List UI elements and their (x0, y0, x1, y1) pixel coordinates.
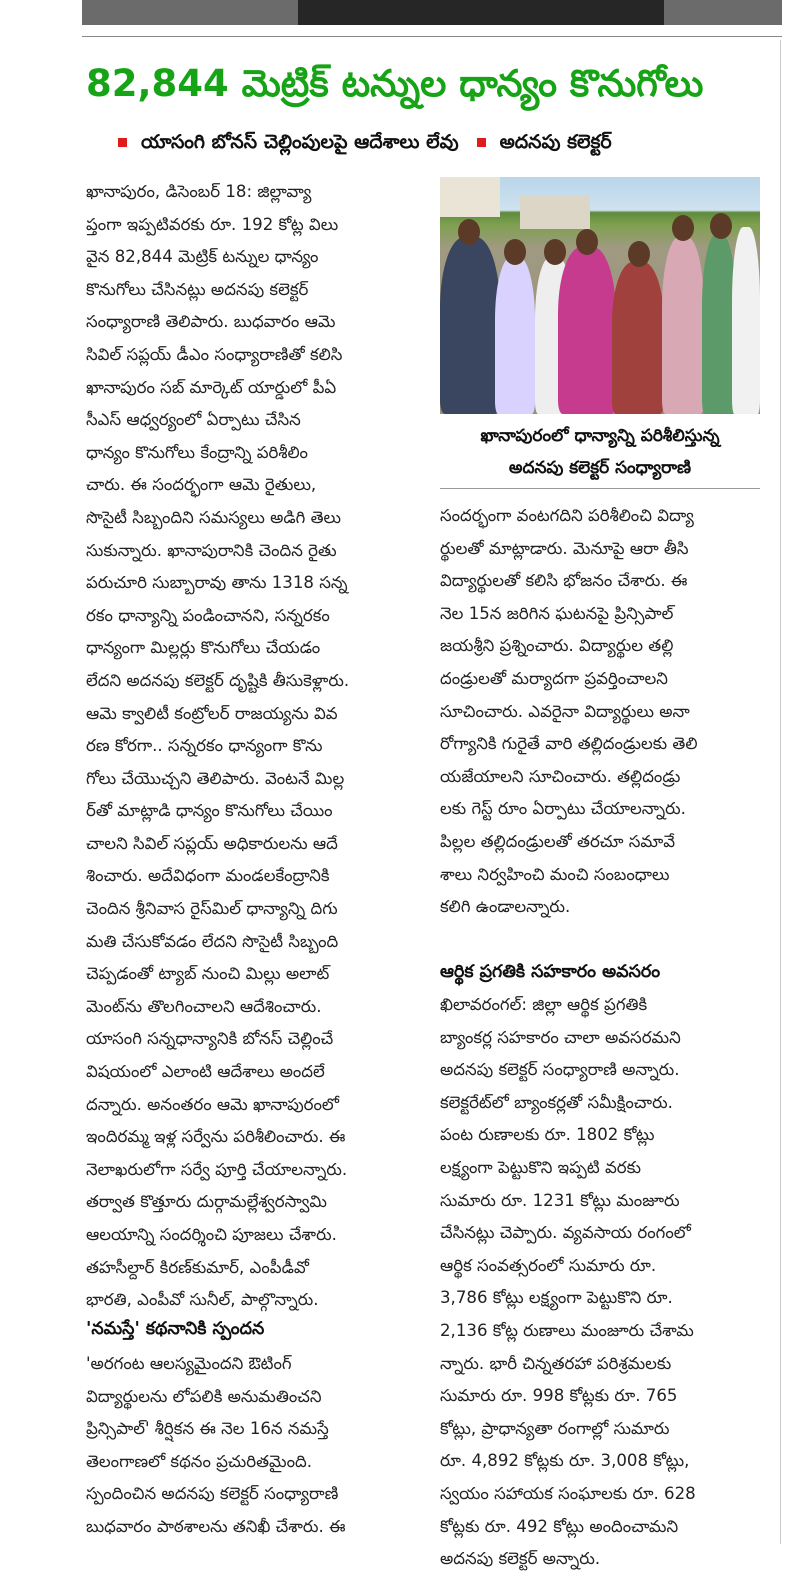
article-line: సంధ్యారాణి తెలిపారు. బుధవారం ఆమె (86, 312, 336, 332)
subhead-1: యాసంగి బోనస్ చెల్లింపులపై ఆదేశాలు లేవు (141, 131, 459, 153)
article-line: చేసినట్లు చెప్పారు. వ్యవసాయ రంగంలో (440, 1223, 691, 1243)
article-line: పిల్లల తల్లిదండ్రులతో తరచూ సమావే (440, 831, 676, 851)
top-rule (82, 36, 782, 37)
article-line: కోట్లు, ప్రాధాన్యతా రంగాల్లో సుమారు (440, 1418, 670, 1438)
article-line: ఆర్థిక సంవత్సరంలో సుమారు రూ. (440, 1255, 657, 1275)
article-line: రకం ధాన్యాన్ని పండించానని, సన్నరకం (86, 605, 330, 625)
article-line: సూచించారు. ఎవరైనా విద్యార్థులు అనా (440, 701, 690, 721)
article-line: జయశ్రీని ప్రశ్నించారు. విద్యార్థుల తల్లి (440, 636, 674, 656)
article-line: 3,786 కోట్లు లక్ష్యంగా పెట్టుకొని రూ. (440, 1288, 673, 1308)
news-photo (440, 177, 760, 414)
subheadline (118, 127, 798, 157)
article-line: మతి చేసుకోవడం లేదని సొసైటీ సిబ్బంది (86, 931, 339, 951)
article-line: వైన 82,844 మెట్రిక్ టన్నుల ధాన్యం (86, 247, 319, 267)
article-line: ర్థులతో మాట్లాడారు. మెనూపై ఆరా తీసి (440, 538, 689, 558)
article-line: రోగ్యానికి గురైతే వారి తల్లిదండ్రులకు తెలి (440, 734, 698, 754)
article-line: సొసైటీ సిబ్బందిని సమస్యలు అడిగి తెలు (86, 507, 342, 527)
article-line: అదనపు కలెక్టర్ అన్నారు. (440, 1549, 601, 1569)
article-line: ధాన్యం కొనుగోలు కేంద్రాన్ని పరిశీలిం (86, 442, 308, 462)
article-column-1 (86, 176, 426, 1317)
article-line: చెందిన శ్రీనివాస రైస్‌మిల్ ధాన్యాన్ని దిగు (86, 899, 338, 919)
article-line: చారు. ఈ సందర్భంగా ఆమె రైతులు, (86, 475, 317, 495)
article-line: విద్యార్థులతో కలిసి భోజనం చేశారు. ఈ (440, 571, 688, 591)
article-line: రూ. 4,892 కోట్లకు రూ. 3,008 కోట్లు, (440, 1451, 690, 1471)
article-column-2 (440, 500, 760, 924)
article-line: దన్నారు. అనంతరం ఆమె ఖానాపురంలో (86, 1094, 339, 1114)
article-line: రణ కోరగా.. సన్నరకం ధాన్యంగా కొను (86, 736, 323, 756)
article-line: బ్యాంకర్ల సహకారం చాలా అవసరమని (440, 1027, 681, 1047)
article-column-2-continued (440, 955, 760, 1576)
top-banner-dark-segment (298, 0, 664, 25)
article-line: ధాన్యంగా మిల్లర్లు కొనుగోలు చేయడం (86, 638, 321, 658)
article-line: ప్తంగా ఇప్పటివరకు రూ. 192 కోట్ల విలు (86, 214, 339, 234)
article-line: నెలాఖరులోగా సర్వే పూర్తి చేయాలన్నారు. (86, 1159, 348, 1179)
article-line: అదనపు కలెక్టర్ సంధ్యారాణి అన్నారు. (440, 1060, 680, 1080)
article-line: తెలంగాణలో కథనం ప్రచురితమైంది. (86, 1451, 312, 1471)
bullet-icon (118, 138, 127, 147)
caption-rule (440, 488, 760, 489)
article-line: 'అరగంట ఆలస్యమైందని ఔటింగ్ (86, 1354, 292, 1373)
section-heading-namaste: 'నమస్తే' కథనానికి స్పందన (86, 1319, 265, 1339)
article-line: న్నారు. భారీ చిన్నతరహా పరిశ్రమలకు (440, 1353, 672, 1373)
article-line: లకు గెస్ట్ రూం ఏర్పాటు చేయాలన్నారు. (440, 799, 686, 819)
article-line: చెప్పడంతో ట్యాబ్ నుంచి మిల్లు అలాట్ (86, 964, 330, 984)
article-line: పంట రుణాలకు రూ. 1802 కోట్లు (440, 1125, 655, 1145)
article-column-1-continued (86, 1348, 426, 1544)
article-line: నెల 15న జరిగిన ఘటనపై ప్రిన్సిపాల్ (440, 603, 674, 623)
caption-line-1: ఖానాపురంలో ధాన్యాన్ని పరిశీలిస్తున్న (480, 426, 720, 446)
article-line: 2,136 కోట్ల రుణాలు మంజూరు చేశామ (440, 1320, 694, 1340)
article-line: ఆమె క్వాలిటీ కంట్రోలర్ రాజయ్యను వివ (86, 703, 338, 723)
bullet-icon (477, 138, 486, 147)
article-line: తహసీల్దార్ కిరణ్‌కుమార్, ఎంపీడీవో (86, 1257, 309, 1277)
page-title: 82,844 మెట్రిక్ టన్నుల ధాన్యం కొనుగోలు (86, 62, 704, 105)
article-line: దండ్రులతో మర్యాదగా ప్రవర్తించాలని (440, 668, 668, 688)
article-line: విద్యార్థులను లోపలికి అనుమతించని (86, 1386, 322, 1406)
article-line: సీఎస్ ఆధ్వర్యంలో ఏర్పాటు చేసిన (86, 410, 301, 430)
article-line: శాలు నిర్వహించి మంచి సంబంధాలు (440, 864, 670, 884)
article-line: సుమారు రూ. 1231 కోట్లు మంజూరు (440, 1190, 680, 1210)
article-line: సివిల్ సప్లయ్ డీఎం సంధ్యారాణితో కలిసి (86, 344, 343, 364)
article-line: విషయంలో ఎలాంటి ఆదేశాలు అందలే (86, 1062, 325, 1082)
article-line: సుమారు రూ. 998 కోట్లకు రూ. 765 (440, 1386, 678, 1406)
article-line: లక్ష్యంగా పెట్టుకొని ఇప్పటి వరకు (440, 1157, 642, 1177)
article-line: భారతి, ఎంపీవో సునీల్, పాల్గొన్నారు. (86, 1290, 319, 1310)
article-line: ఖిలావరంగల్: జిల్లా ఆర్థిక ప్రగతికి (440, 995, 648, 1014)
article-line: ప్రిన్సిపాల్' శీర్షికన ఈ నెల 16న నమస్తే (86, 1419, 329, 1439)
column-edge-rule (780, 40, 781, 1544)
article-line: పరుచూరి సుబ్బారావు తాను 1318 సన్న (86, 573, 348, 593)
article-line: యాసంగి సన్నధాన్యానికి బోనస్ చెల్లించే (86, 1029, 334, 1049)
article-line: గోలు చేయొచ్చని తెలిపారు. వెంటనే మిల్ల (86, 768, 345, 788)
article-line: ఆలయాన్ని సందర్శించి పూజలు చేశారు. (86, 1225, 337, 1244)
caption-line-2: అదనపు కలెక్టర్ సంధ్యారాణి (508, 458, 692, 478)
subhead-2: అదనపు కలెక్టర్ (499, 131, 612, 153)
article-line: యజేయాలని సూచించారు. తల్లిదండ్రు (440, 766, 681, 786)
photo-caption (440, 420, 760, 484)
article-line: తర్వాత కొత్తూరు దుర్గామల్లేశ్వరస్వామి (86, 1192, 327, 1212)
article-line: చాలని సివిల్ సప్లయ్ అధికారులను ఆదే (86, 833, 338, 853)
article-line: స్వయం సహాయక సంఘాలకు రూ. 628 (440, 1483, 696, 1503)
article-line: ఖానాపురం, డిసెంబర్ 18: జిల్లావ్యా (86, 182, 312, 201)
article-line: ఇందిరమ్మ ఇళ్ల సర్వేను పరిశీలించారు. ఈ (86, 1127, 346, 1147)
article-line: ఖానాపురం సబ్ మార్కెట్ యార్డులో పీఏ (86, 377, 337, 397)
article-line: లేదని అదనపు కలెక్టర్ దృష్టికి తీసుకెళ్లారు. (86, 670, 350, 690)
article-line: కలెక్టరేట్‌లో బ్యాంకర్లతో సమీక్షించారు. (440, 1092, 673, 1112)
article-line: సందర్భంగా వంటగదిని పరిశీలించి విద్యా (440, 506, 694, 525)
article-line: కలిగి ఉండాలన్నారు. (440, 897, 571, 917)
article-line: సుకున్నారు. ఖానాపురానికి చెందిన రైతు (86, 540, 337, 560)
article-line: కోట్లకు రూ. 492 కోట్లు అందించామని (440, 1516, 679, 1536)
article-line: ర్‌తో మాట్లాడి ధాన్యం కొనుగోలు చేయిం (86, 801, 333, 821)
article-line: స్పందించిన అదనపు కలెక్టర్ సంధ్యారాణి (86, 1484, 339, 1504)
article-line: కొనుగోలు చేసినట్లు అదనపు కలెక్టర్ (86, 279, 309, 299)
article-line: బుధవారం పాఠశాలను తనిఖీ చేశారు. ఈ (86, 1516, 346, 1536)
article-line: మెంట్‌ను తొలగించాలని ఆదేశించారు. (86, 996, 322, 1016)
section-heading-economy: ఆర్థిక ప్రగతికి సహకారం అవసరం (440, 962, 661, 982)
article-line: శించారు. అదేవిధంగా మండలకేంద్రానికి (86, 866, 330, 886)
